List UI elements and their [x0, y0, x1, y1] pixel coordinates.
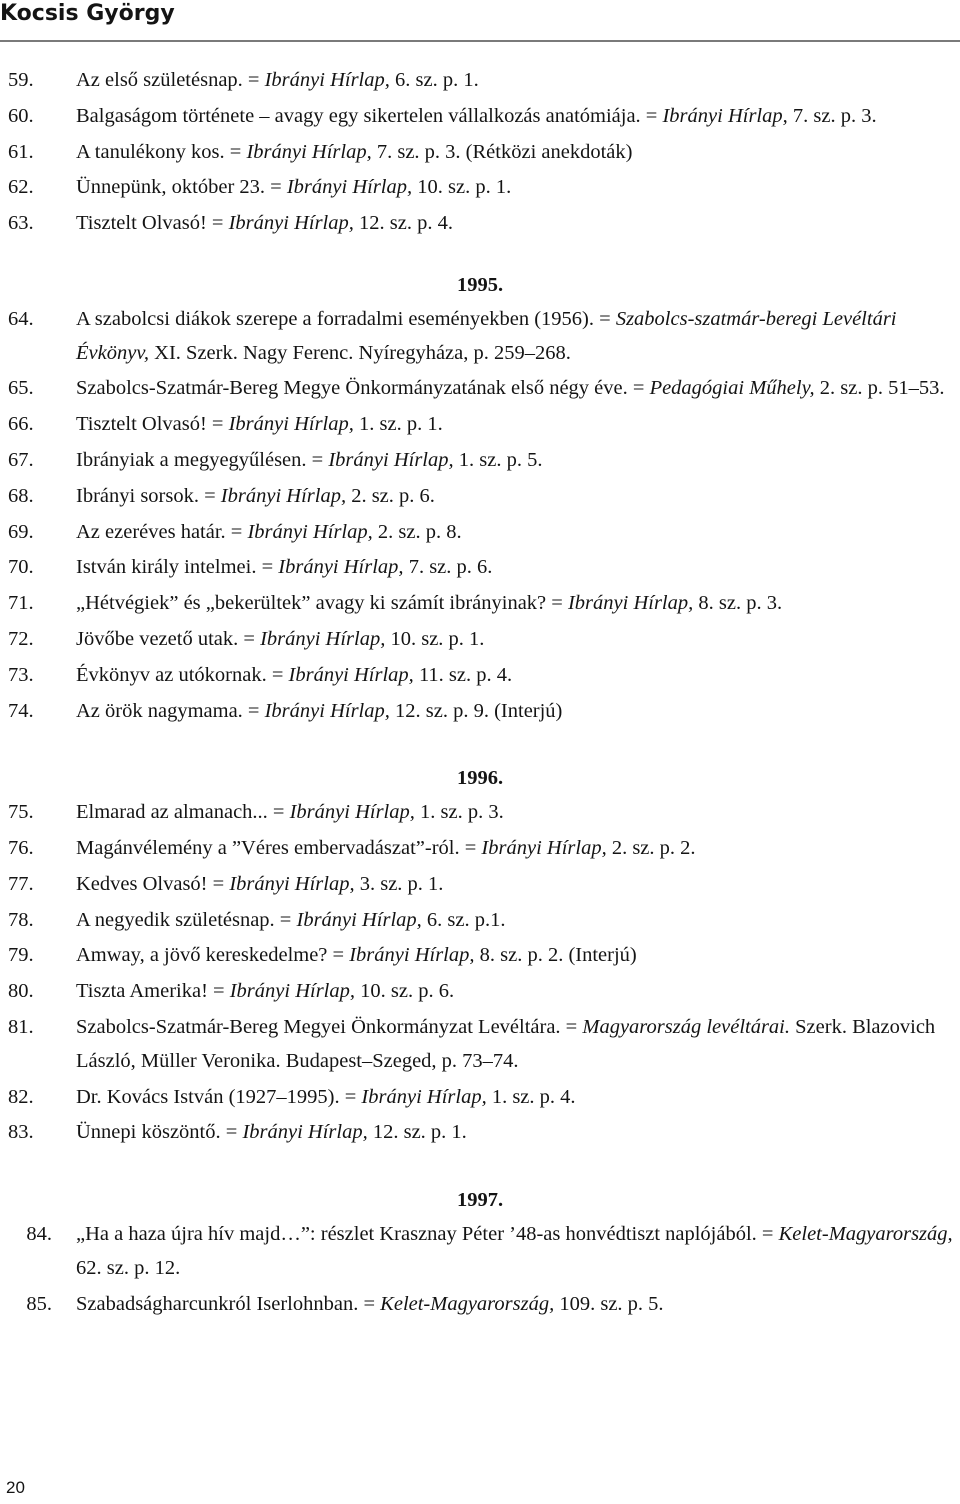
publication-title: Ibrányi Hírlap,: [278, 556, 404, 579]
publication-title: Ibrányi Hírlap,: [229, 980, 356, 1003]
entry-text: [76, 904, 956, 938]
entry-text-part: 11. sz. p. 4.: [413, 663, 513, 686]
entry-text-part: Amway, a jövő kereskedelme? =: [76, 944, 350, 967]
entry-number: 79.: [8, 944, 34, 967]
entry-text-part: 12. sz. p. 1.: [367, 1121, 467, 1144]
publication-title: Ibrányi Hírlap,: [242, 1121, 368, 1144]
bibliography-entry: [0, 1011, 960, 1079]
publication-title: Ibrányi Hírlap,: [228, 413, 354, 436]
entry-number: 84.: [26, 1222, 52, 1245]
entry-text-part: Ibrányiak a megyegyűlésen. =: [76, 448, 329, 471]
entry-text-part: 62. sz. p. 12.: [76, 1256, 181, 1279]
bibliography-entry: [0, 695, 960, 729]
year-heading: 1997.: [456, 1189, 504, 1212]
bibliography-entry: [0, 444, 960, 478]
entry-number: 60.: [8, 104, 34, 127]
publication-title: Ibrányi Hírlap,: [328, 448, 454, 471]
entry-text-part: 2. sz. p. 2.: [606, 836, 696, 859]
entry-number: 62.: [8, 176, 34, 199]
entry-text: [76, 659, 956, 693]
entry-text-part: 8. sz. p. 2. (Interjú): [474, 944, 637, 967]
entry-text-part: 1. sz. p. 5.: [453, 448, 543, 471]
publication-title: Kelet-Magyarország,: [380, 1292, 555, 1315]
publication-title: Magyarország levéltárai.: [582, 1015, 791, 1038]
entry-text-part: 6. sz. p. 1.: [389, 69, 479, 91]
entry-text-part: Balgaságom története – avagy egy sikertelen vállalkozás anatómiája. =: [76, 104, 663, 127]
publication-title: Ibrányi Hírlap,: [260, 627, 386, 650]
entry-text-part: 1. sz. p. 1.: [353, 413, 443, 436]
bibliography-entry: [0, 659, 960, 693]
entry-number: 74.: [8, 699, 34, 722]
entry-text: [76, 408, 956, 442]
entry-text-part: Szabolcs-Szatmár-Bereg Megyei Önkormányzat Levéltára. =: [76, 1015, 583, 1038]
entry-text: [76, 1116, 956, 1150]
year-heading: 1995.: [456, 273, 504, 296]
bibliography-entry: [0, 904, 960, 938]
entry-text: [76, 1011, 956, 1079]
entry-text-part: Az első születésnap. =: [76, 69, 265, 91]
entry-number: 66.: [8, 413, 34, 436]
bibliography-entry: [0, 832, 960, 866]
bibliography-entry: [0, 796, 960, 830]
publication-title: Ibrányi Hírlap,: [296, 908, 422, 931]
section-spacer: [0, 243, 960, 269]
entry-text-part: 2. sz. p. 6.: [346, 484, 435, 507]
entry-number: 80.: [8, 980, 34, 1003]
entry-text-part: 7. sz. p. 3. (Rétközi anekdoták): [371, 140, 633, 163]
bibliography-entry: [0, 136, 960, 170]
bibliography-entry: [0, 1288, 960, 1322]
entry-text-part: 109. sz. p. 5.: [554, 1292, 664, 1315]
entry-text: [76, 695, 956, 729]
publication-title: Ibrányi Hírlap,: [662, 104, 788, 127]
entry-text-part: Tiszta Amerika! =: [76, 980, 230, 1003]
section-spacer: [0, 1152, 960, 1184]
entry-text-part: Ibrányi sorsok. =: [76, 484, 221, 507]
entry-text-part: A tanulékony kos. =: [76, 140, 247, 163]
entry-text: [76, 796, 956, 830]
entry-number: 81.: [8, 1015, 34, 1038]
publication-title: Ibrányi Hírlap,: [567, 592, 694, 615]
entry-text: [76, 136, 956, 170]
entry-text: [76, 939, 956, 973]
publication-title: Pedagógiai Műhely,: [649, 377, 815, 400]
entry-text: [76, 587, 956, 621]
entry-text-part: 10. sz. p. 1.: [412, 176, 512, 199]
entry-number: 85.: [26, 1292, 52, 1315]
publication-title: Ibrányi Hírlap,: [481, 836, 607, 859]
publication-title: Kelet-Magyarország,: [778, 1222, 953, 1245]
entry-text-part: 6. sz. p.1.: [421, 908, 506, 931]
entry-number: 73.: [8, 663, 34, 686]
bibliography-entry: [0, 207, 960, 241]
entry-number: 64.: [8, 307, 34, 330]
entry-number: 72.: [8, 627, 34, 650]
entry-text-part: 12. sz. p. 4.: [353, 212, 453, 235]
entry-number: 68.: [8, 484, 34, 507]
bibliography-entry: [0, 303, 960, 371]
entry-text: [76, 100, 956, 134]
entry-text-part: Jövőbe vezető utak. =: [76, 627, 261, 650]
publication-title: Ibrányi Hírlap,: [264, 699, 390, 722]
entry-text: [76, 868, 956, 902]
entry-text-part: Szerk. Blazovich László, Müller Veronika. Budapest–Szeged, p. 73–74.: [76, 1015, 936, 1072]
entry-text: [76, 372, 956, 406]
publication-title: Ibrányi Hírlap,: [349, 944, 475, 967]
entry-text-part: XI. Szerk. Nagy Ferenc. Nyíregyháza, p. 259–268.: [149, 341, 571, 364]
entry-text-part: Kedves Olvasó! =: [76, 872, 230, 895]
entry-number: 83.: [8, 1121, 34, 1144]
entry-text-part: 2. sz. p. 8.: [372, 520, 462, 543]
entry-text: [76, 480, 956, 514]
entry-text-part: Tisztelt Olvasó! =: [76, 212, 229, 235]
publication-title: Ibrányi Hírlap,: [361, 1085, 487, 1108]
bibliography-entry: [0, 516, 960, 550]
bibliography-entry: [0, 1218, 960, 1286]
entry-text: [76, 303, 956, 371]
entry-text: [76, 1081, 956, 1115]
entry-text-part: 7. sz. p. 6.: [403, 556, 493, 579]
entry-text-part: A szabolcsi diákok szerepe a forradalmi eseményekben (1956). =: [76, 307, 616, 330]
publication-title: Ibrányi Hírlap,: [229, 872, 355, 895]
entry-number: 63.: [8, 212, 34, 235]
entry-number: 76.: [8, 836, 34, 859]
entry-number: 59.: [8, 69, 34, 91]
entry-number: 69.: [8, 520, 34, 543]
entry-text-part: 1. sz. p. 4.: [486, 1085, 576, 1108]
entry-number: 75.: [8, 801, 34, 824]
publication-title: Ibrányi Hírlap,: [246, 140, 372, 163]
entry-text-part: 3. sz. p. 1.: [354, 872, 444, 895]
page-header: [0, 0, 960, 42]
bibliography-entry: [0, 587, 960, 621]
entry-text-part: 8. sz. p. 3.: [693, 592, 783, 615]
publication-title: Ibrányi Hírlap,: [286, 176, 413, 199]
entry-text-part: Szabadságharcunkról Iserlohnban. =: [76, 1292, 381, 1315]
entry-text-part: 10. sz. p. 6.: [355, 980, 455, 1003]
bibliography-entry: [0, 939, 960, 973]
bibliography-entry: [0, 975, 960, 1009]
entry-text-part: A negyedik születésnap. =: [76, 908, 297, 931]
entry-text: [76, 207, 956, 241]
entry-text: [76, 1288, 956, 1322]
entry-text-part: Elmarad az almanach... =: [76, 801, 290, 824]
entry-number: 67.: [8, 448, 34, 471]
publication-title: Ibrányi Hírlap,: [228, 212, 354, 235]
bibliography-entry: [0, 100, 960, 134]
bibliography-entry: [0, 64, 960, 98]
publication-title: Ibrányi Hírlap,: [220, 484, 347, 507]
entry-text-part: Tisztelt Olvasó! =: [76, 413, 229, 436]
bibliography-entry: [0, 868, 960, 902]
bibliography-entry: [0, 1116, 960, 1150]
entry-number: 78.: [8, 908, 34, 931]
entry-text-part: Ünnepünk, október 23. =: [76, 176, 287, 199]
entry-text: [76, 832, 956, 866]
entry-text: [76, 516, 956, 550]
entry-number: 61.: [8, 140, 34, 163]
entry-text-part: 10. sz. p. 1.: [385, 627, 485, 650]
entry-text-part: 12. sz. p. 9. (Interjú): [389, 699, 563, 722]
publication-title: Ibrányi Hírlap,: [264, 69, 390, 91]
publication-title: Ibrányi Hírlap,: [288, 663, 414, 686]
entry-text-part: 7. sz. p. 3.: [787, 104, 877, 127]
entry-text-part: Dr. Kovács István (1927–1995). =: [76, 1085, 362, 1108]
page-number: 20: [6, 1478, 25, 1497]
bibliography-list: [0, 64, 960, 1323]
publication-title: Ibrányi Hírlap,: [289, 801, 415, 824]
author-name: Kocsis György: [0, 1, 175, 26]
bibliography-entry: [0, 480, 960, 514]
entry-text-part: István király intelmei. =: [76, 556, 279, 579]
bibliography-entry: [0, 171, 960, 205]
entry-number: 82.: [8, 1085, 34, 1108]
entry-number: 77.: [8, 872, 34, 895]
entry-text: [76, 64, 956, 98]
entry-text-part: Az ezeréves határ. =: [76, 520, 248, 543]
entry-text-part: Szabolcs-Szatmár-Bereg Megye Önkormányzatának első négy éve. =: [76, 377, 650, 400]
entry-text-part: „Ha a haza újra hív majd…”: részlet Krasznay Péter ’48-as honvédtiszt naplójából. =: [76, 1222, 779, 1245]
bibliography-entry: [0, 372, 960, 406]
bibliography-entry: [0, 623, 960, 657]
entry-text-part: Magánvélemény a ”Véres embervadászat”-ról. =: [76, 836, 482, 859]
entry-text: [76, 1218, 956, 1286]
publication-title: Ibrányi Hírlap,: [247, 520, 373, 543]
entry-number: 65.: [8, 377, 34, 400]
entry-text-part: 2. sz. p. 51–53.: [814, 377, 945, 400]
entry-text: [76, 444, 956, 478]
entry-number: 70.: [8, 556, 34, 579]
year-heading: 1996.: [456, 767, 504, 790]
entry-text-part: Az örök nagymama. =: [76, 699, 265, 722]
entry-text-part: „Hétvégiek” és „bekerültek” avagy ki számít ibrányinak? =: [76, 592, 568, 615]
section-spacer: [0, 730, 960, 762]
bibliography-entry: [0, 408, 960, 442]
entry-text-part: 1. sz. p. 3.: [414, 801, 504, 824]
entry-text: [76, 551, 956, 585]
entry-text: [76, 975, 956, 1009]
publication-title: Szabolcs-szatmár-beregi Levéltári Évkönyv,: [76, 307, 897, 364]
bibliography-entry: [0, 551, 960, 585]
bibliography-entry: [0, 1081, 960, 1115]
entry-text: [76, 623, 956, 657]
entry-number: 71.: [8, 592, 34, 615]
entry-text-part: Ünnepi köszöntő. =: [76, 1121, 243, 1144]
entry-text: [76, 171, 956, 205]
entry-text-part: Évkönyv az utókornak. =: [76, 663, 289, 686]
